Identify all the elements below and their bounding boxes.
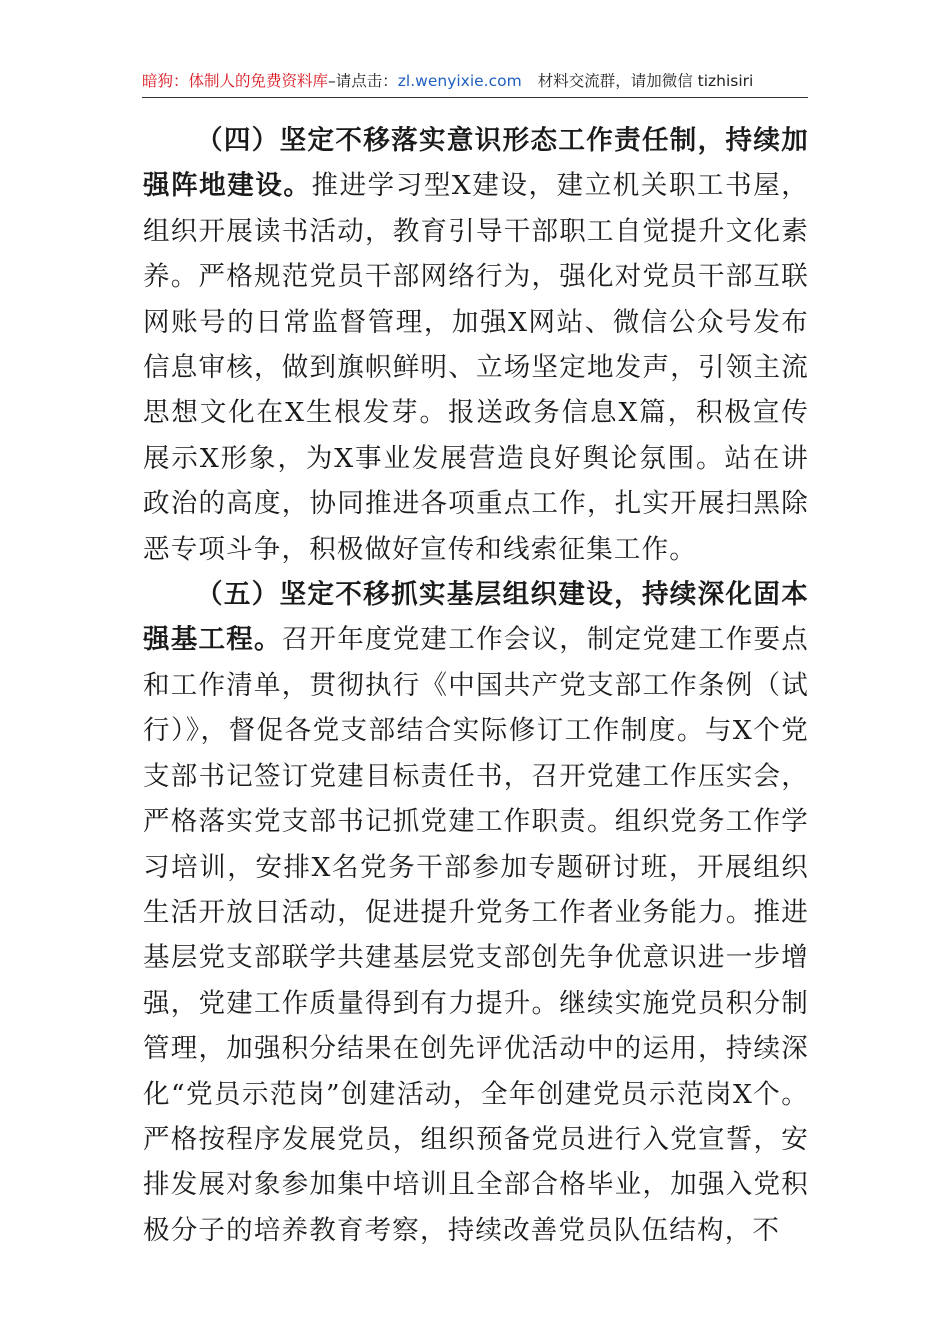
- page-header: [142, 66, 808, 96]
- section-4-heading: （四）坚定不移落实意识形态工作责任制，持续加强阵地建设。: [143, 125, 809, 202]
- section-5-body: 召开年度党建工作会议，制定党建工作要点和工作清单，贯彻执行《中国共产党支部工作条例（试行）》，督促各党支部结合实际修订工作制度。与X个党支部书记签订党建目标责任书，召开党建工作压实会，严格落实党支部书记抓党建工作职责。组织党务工作学习培训，安排X名党务干部参加专题研讨班，开展组织生活开放日活动，促进提升党务工作者业务能力。推进基层党支部联学共建基层党支部创先争优意识进一步增强，党建工作质量得到有力提升。继续实施党员积分制管理，加强积分结果在创先评优活动中的运用，持续深化“党员示范岗”创建活动，全年创建党员示范岗X个。严格按程序发展党员，组织预备党员进行入党宣誓，安排发展对象参加集中培训且全部合格毕业，加强入党积极分子的培养教育考察，持续改善党员队伍结构，不: [143, 624, 809, 1246]
- section-5-heading: （五）坚定不移抓实基层组织建设，持续深化固本强基工程。: [143, 579, 809, 656]
- header-url-link[interactable]: zl.wenyixie.com: [397, 72, 522, 90]
- header-prompt: –请点击：: [328, 72, 398, 90]
- section-4-body: 推进学习型X建设，建立机关职工书屋，组织开展读书活动，教育引导干部职工自觉提升文化素养。严格规范党员干部网络行为，强化对党员干部互联网账号的日常监督管理，加强X网站、微信公众号发布信息审核，做到旗帜鲜明、立场坚定地发声，引领主流思想文化在X生根发芽。报送政务信息X篇，积极宣传展示X形象，为X事业发展营造良好舆论氛围。站在讲政治的高度，协同推进各项重点工作，扎实开展扫黑除恶专项斗争，积极做好宣传和线索征集工作。: [143, 170, 810, 565]
- document-body: [143, 118, 809, 1253]
- header-brand: 暗狗：体制人的免费资料库: [142, 72, 329, 90]
- section-5-paragraph: [143, 572, 809, 1253]
- header-divider: [142, 97, 808, 98]
- header-contact: 材料交流群，请加微信 tizhisiri: [537, 72, 754, 90]
- section-4-paragraph: [143, 118, 809, 572]
